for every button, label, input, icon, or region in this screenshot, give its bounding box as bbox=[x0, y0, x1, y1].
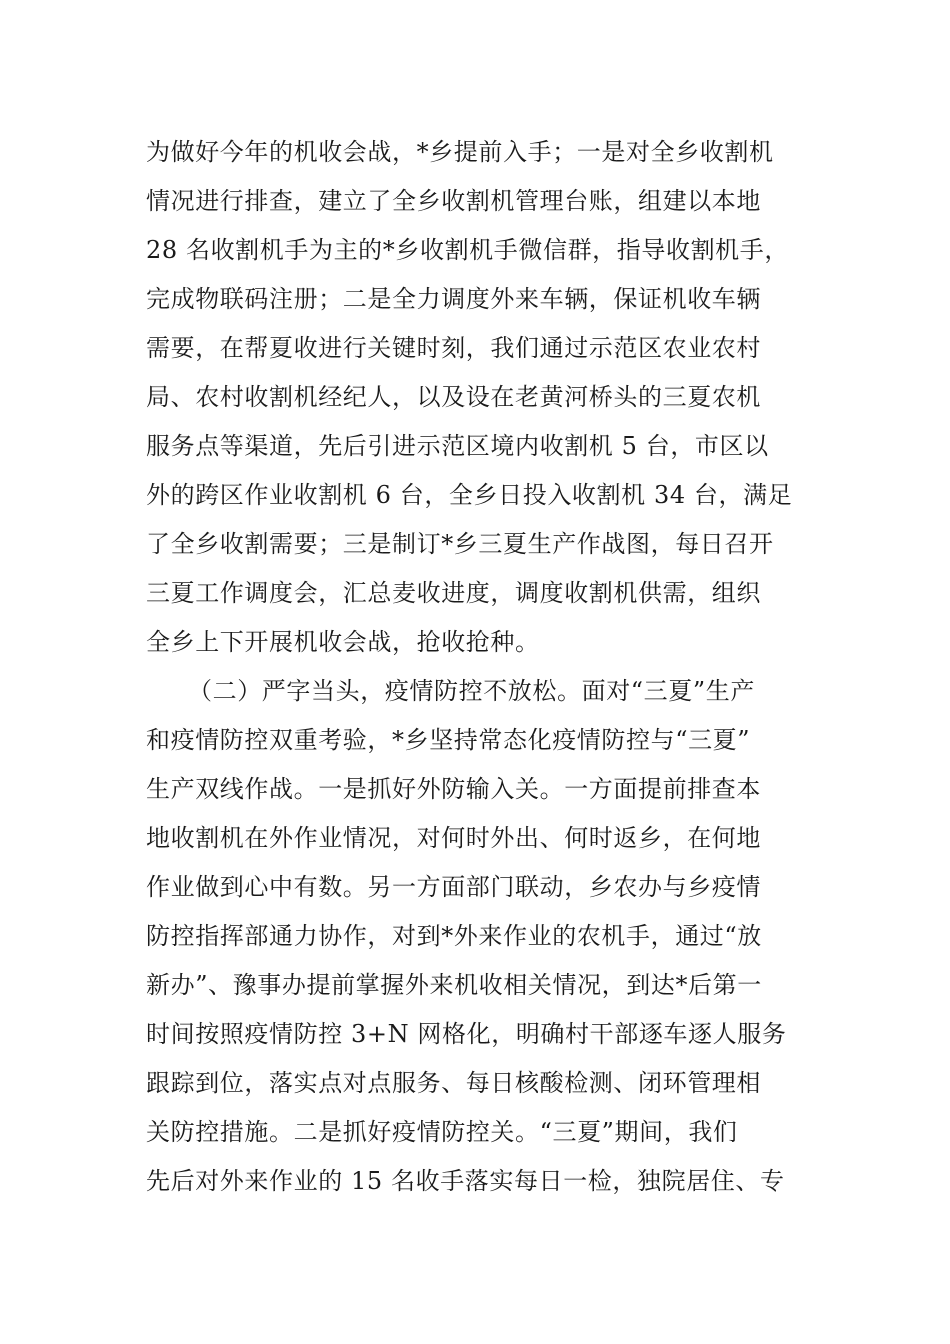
body-text-line: 新办”、豫事办提前掌握外来机收相关情况，到达*后第一 bbox=[146, 971, 762, 999]
body-text-line: 跟踪到位，落实点对点服务、每日核酸检测、闭环管理相 bbox=[146, 1069, 761, 1097]
body-text-line: 地收割机在外作业情况，对何时外出、何时返乡，在何地 bbox=[146, 824, 761, 852]
body-text-line: 和疫情防控双重考验，*乡坚持常态化疫情防控与“三夏” bbox=[146, 726, 751, 754]
body-text-line: 三夏工作调度会，汇总麦收进度，调度收割机供需，组织 bbox=[146, 579, 761, 607]
body-text-line: 为做好今年的机收会战，*乡提前入手；一是对全乡收割机 bbox=[146, 138, 774, 166]
body-text-line: 关防控措施。二是抓好疫情防控关。“三夏”期间，我们 bbox=[146, 1118, 738, 1146]
body-text-line: 28 名收割机手为主的*乡收割机手微信群，指导收割机手， bbox=[146, 236, 789, 264]
body-text-line: 情况进行排查，建立了全乡收割机管理台账，组建以本地 bbox=[146, 187, 761, 215]
body-text-line: 时间按照疫情防控 3+N 网格化，明确村干部逐车逐人服务 bbox=[146, 1020, 787, 1048]
body-text-line: 了全乡收割需要；三是制订*乡三夏生产作战图，每日召开 bbox=[146, 530, 774, 558]
body-text-line: 生产双线作战。一是抓好外防输入关。一方面提前排查本 bbox=[146, 775, 761, 803]
body-text-line: 外的跨区作业收割机 6 台，全乡日投入收割机 34 台，满足 bbox=[146, 481, 793, 509]
body-text-line: 完成物联码注册；二是全力调度外来车辆，保证机收车辆 bbox=[146, 285, 761, 313]
body-text-line: 需要，在帮夏收进行关键时刻，我们通过示范区农业农村 bbox=[146, 334, 761, 362]
body-text-line: 全乡上下开展机收会战，抢收抢种。 bbox=[146, 628, 540, 656]
body-text-line: 局、农村收割机经纪人，以及设在老黄河桥头的三夏农机 bbox=[146, 383, 761, 411]
section-heading-line: （二）严字当头，疫情防控不放松。面对“三夏”生产 bbox=[188, 677, 755, 705]
body-text-line: 服务点等渠道，先后引进示范区境内收割机 5 台，市区以 bbox=[146, 432, 769, 460]
body-text-line: 作业做到心中有数。另一方面部门联动，乡农办与乡疫情 bbox=[146, 873, 761, 901]
body-text-line: 先后对外来作业的 15 名收手落实每日一检，独院居住、专 bbox=[146, 1167, 785, 1195]
body-text-line: 防控指挥部通力协作，对到*外来作业的农机手，通过“放 bbox=[146, 922, 762, 950]
